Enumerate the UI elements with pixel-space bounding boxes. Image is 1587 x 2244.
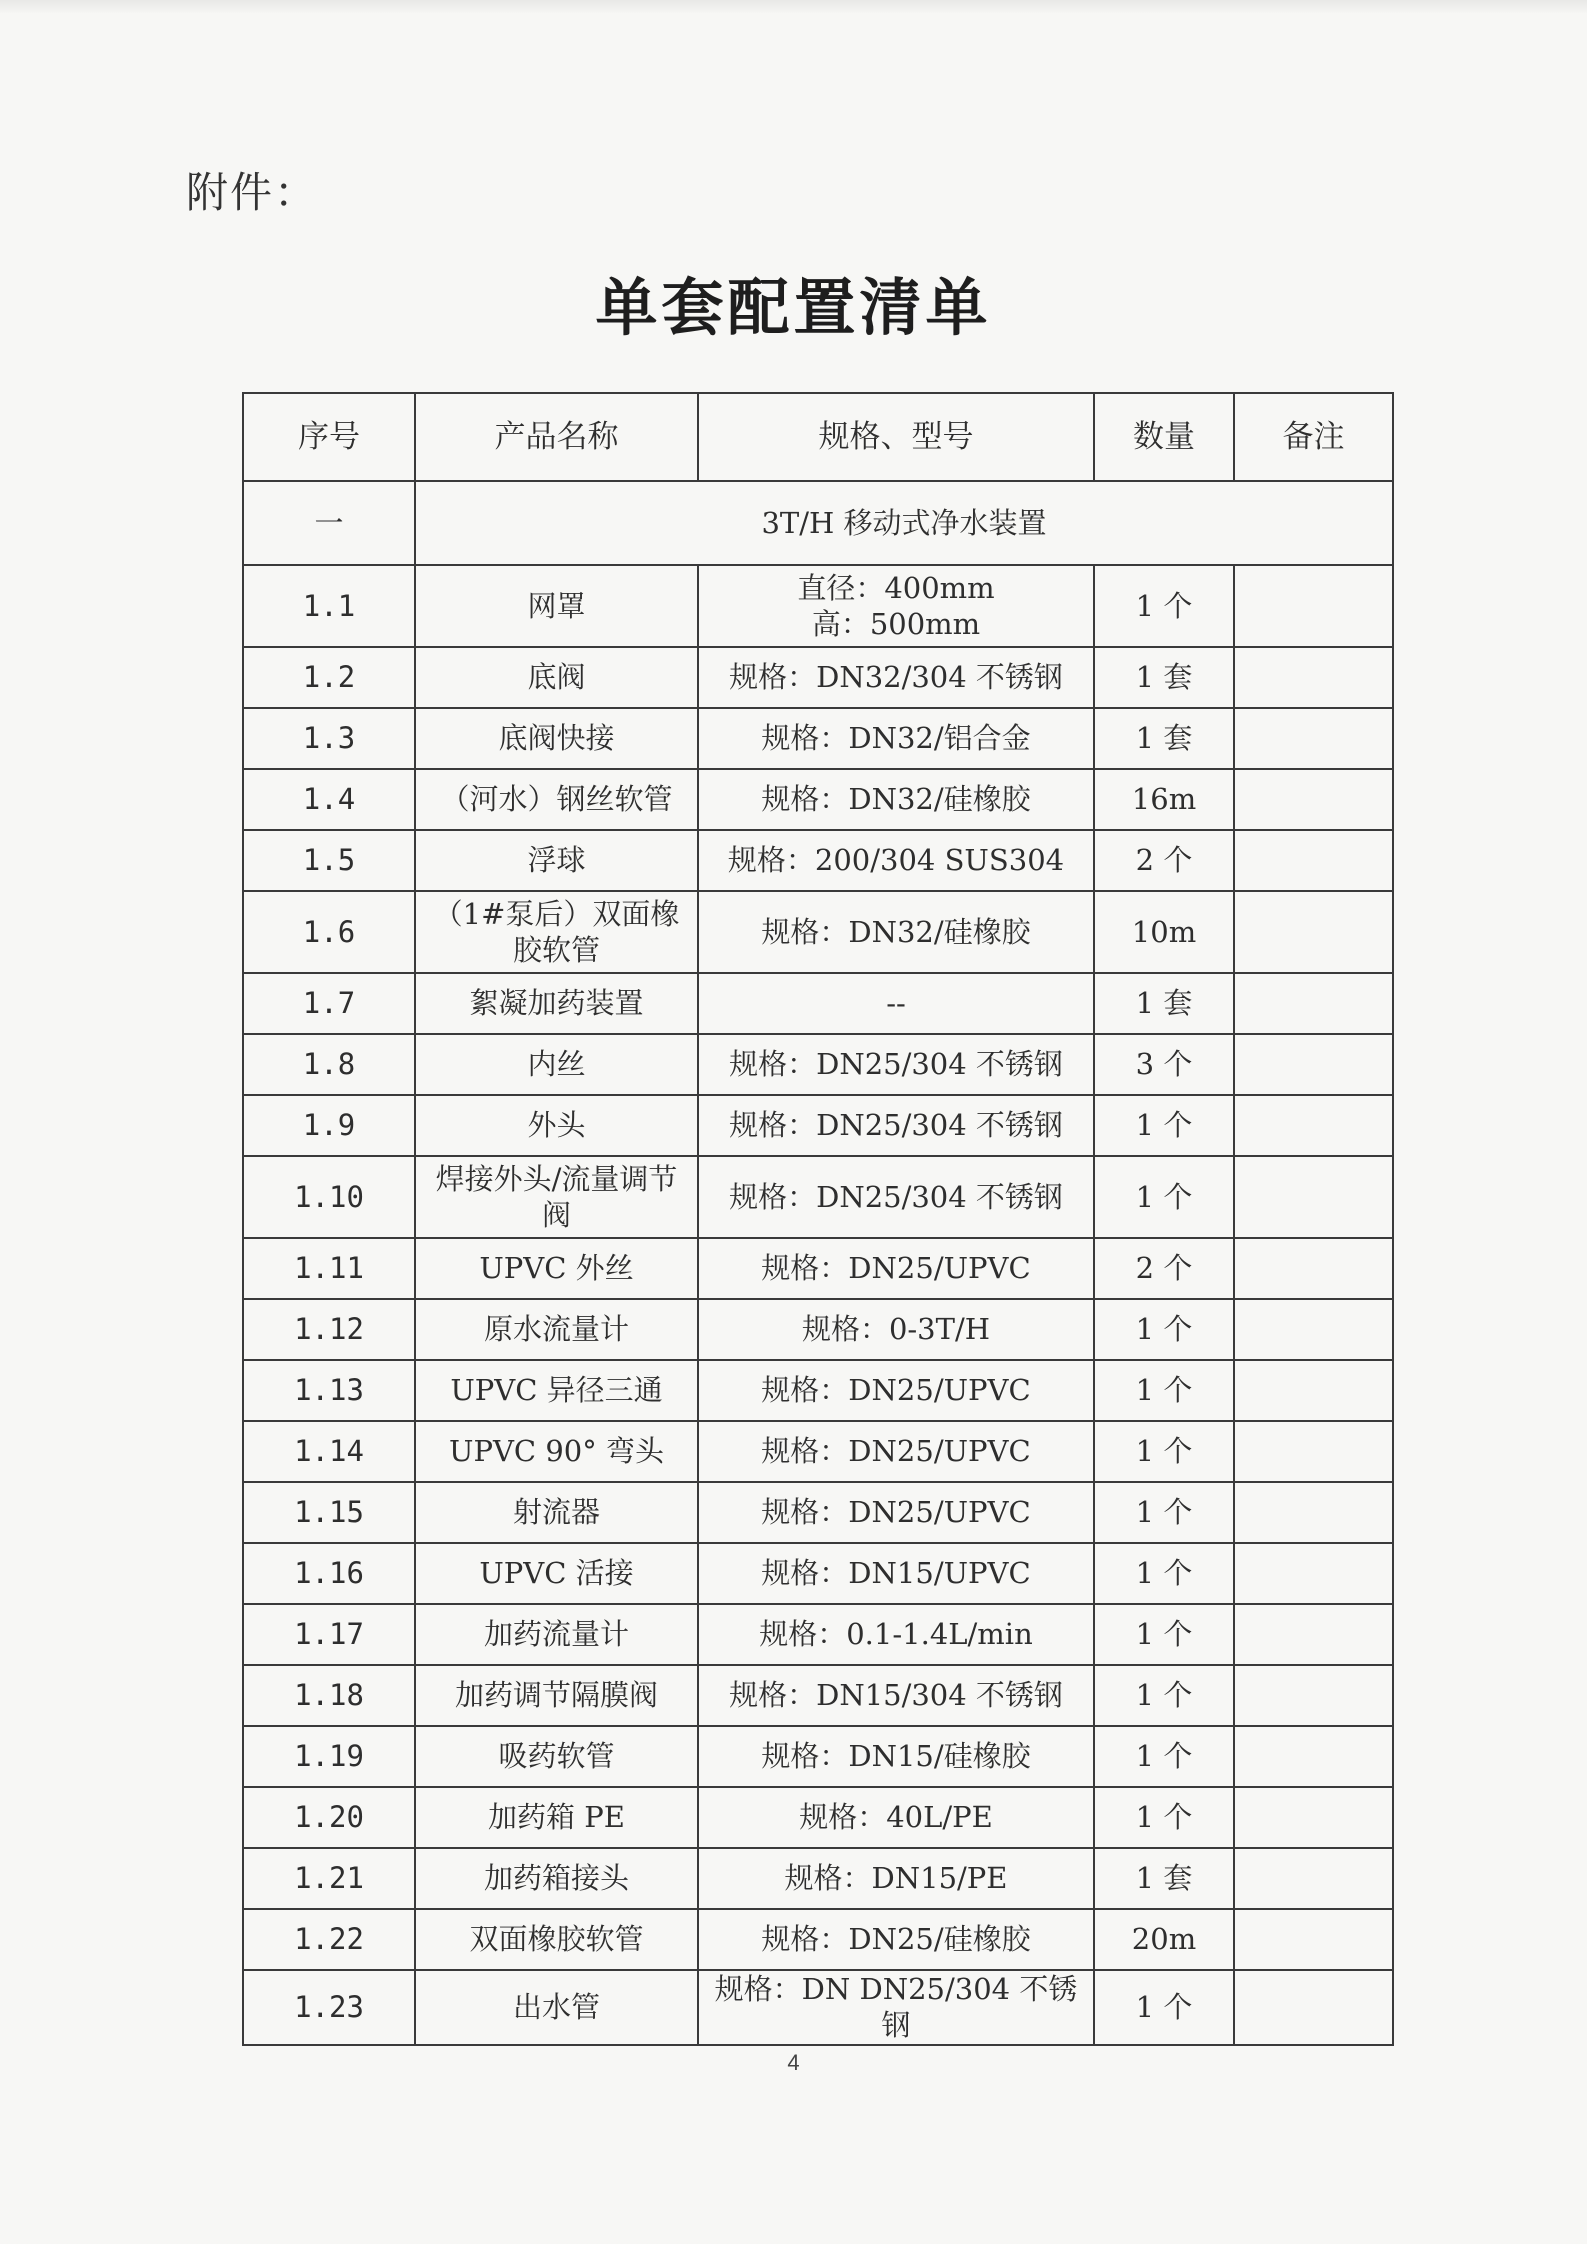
row-qty: 1 个 — [1094, 1665, 1234, 1726]
row-note — [1234, 891, 1393, 973]
table-row — [243, 1421, 1393, 1482]
row-index: 1.19 — [243, 1726, 415, 1787]
page-number: 4 — [787, 2050, 800, 2075]
row-name: 出水管 — [415, 1970, 698, 2045]
row-spec: 规格：DN15/硅橡胶 — [698, 1726, 1094, 1787]
table-row — [243, 891, 1393, 973]
row-name: 底阀 — [415, 647, 698, 708]
config-table — [242, 392, 1394, 2046]
row-note — [1234, 1095, 1393, 1156]
row-index: 1.20 — [243, 1787, 415, 1848]
row-spec: -- — [698, 973, 1094, 1034]
row-qty: 1 个 — [1094, 565, 1234, 647]
row-name: 双面橡胶软管 — [415, 1909, 698, 1970]
row-note — [1234, 1726, 1393, 1787]
row-qty: 1 个 — [1094, 1299, 1234, 1360]
row-spec: 规格：0.1-1.4L/min — [698, 1604, 1094, 1665]
row-name: 吸药软管 — [415, 1726, 698, 1787]
row-note — [1234, 830, 1393, 891]
row-note — [1234, 565, 1393, 647]
row-spec: 规格：200/304 SUS304 — [698, 830, 1094, 891]
row-spec: 规格：DN15/UPVC — [698, 1543, 1094, 1604]
row-note — [1234, 1970, 1393, 2045]
row-index: 1.18 — [243, 1665, 415, 1726]
row-spec: 规格：DN25/304 不锈钢 — [698, 1156, 1094, 1238]
row-qty: 1 个 — [1094, 1787, 1234, 1848]
row-note — [1234, 1482, 1393, 1543]
row-qty: 1 套 — [1094, 973, 1234, 1034]
row-qty: 1 套 — [1094, 647, 1234, 708]
row-name: UPVC 异径三通 — [415, 1360, 698, 1421]
row-qty: 3 个 — [1094, 1034, 1234, 1095]
row-index: 1.6 — [243, 891, 415, 973]
row-index: 1.14 — [243, 1421, 415, 1482]
row-spec: 规格：DN25/UPVC — [698, 1238, 1094, 1299]
row-note — [1234, 708, 1393, 769]
row-note — [1234, 1034, 1393, 1095]
row-index: 1.9 — [243, 1095, 415, 1156]
row-qty: 1 个 — [1094, 1604, 1234, 1665]
table-header-row — [243, 393, 1393, 481]
row-note — [1234, 1787, 1393, 1848]
row-spec: 规格：DN25/304 不锈钢 — [698, 1095, 1094, 1156]
attachment-label: 附件： — [186, 168, 319, 217]
row-spec: 规格：DN DN25/304 不锈钢 — [698, 1970, 1094, 2045]
table-row — [243, 1848, 1393, 1909]
row-note — [1234, 1604, 1393, 1665]
row-spec — [698, 565, 1094, 647]
row-index: 1.2 — [243, 647, 415, 708]
table-row — [243, 1482, 1393, 1543]
row-qty: 1 套 — [1094, 708, 1234, 769]
row-spec: 规格：DN32/304 不锈钢 — [698, 647, 1094, 708]
row-qty: 1 个 — [1094, 1482, 1234, 1543]
table-row — [243, 1156, 1393, 1238]
row-index: 1.13 — [243, 1360, 415, 1421]
row-qty: 1 套 — [1094, 1848, 1234, 1909]
row-note — [1234, 1543, 1393, 1604]
row-index: 1.22 — [243, 1909, 415, 1970]
row-index: 1.23 — [243, 1970, 415, 2045]
row-qty: 1 个 — [1094, 1360, 1234, 1421]
table-row — [243, 1238, 1393, 1299]
row-note — [1234, 973, 1393, 1034]
table-row — [243, 565, 1393, 647]
row-index: 1.8 — [243, 1034, 415, 1095]
row-index: 1.17 — [243, 1604, 415, 1665]
table-row — [243, 1604, 1393, 1665]
header-index: 序号 — [243, 393, 415, 481]
table-row — [243, 1543, 1393, 1604]
row-name: 加药箱 PE — [415, 1787, 698, 1848]
row-name: 加药箱接头 — [415, 1848, 698, 1909]
row-note — [1234, 769, 1393, 830]
header-name: 产品名称 — [415, 393, 698, 481]
row-index: 1.3 — [243, 708, 415, 769]
table-row — [243, 1034, 1393, 1095]
row-name: 射流器 — [415, 1482, 698, 1543]
table-row — [243, 830, 1393, 891]
row-qty: 1 个 — [1094, 1421, 1234, 1482]
row-name: 焊接外头/流量调节阀 — [415, 1156, 698, 1238]
row-spec-line: 直径：400mm — [797, 570, 995, 605]
row-name: 加药调节隔膜阀 — [415, 1665, 698, 1726]
header-note: 备注 — [1234, 393, 1393, 481]
table-row — [243, 1787, 1393, 1848]
row-qty: 20m — [1094, 1909, 1234, 1970]
row-qty: 16m — [1094, 769, 1234, 830]
row-note — [1234, 1848, 1393, 1909]
row-name: （河水）钢丝软管 — [415, 769, 698, 830]
row-spec: 规格：DN32/铝合金 — [698, 708, 1094, 769]
row-qty: 1 个 — [1094, 1156, 1234, 1238]
row-qty: 1 个 — [1094, 1970, 1234, 2045]
row-spec: 规格：DN25/304 不锈钢 — [698, 1034, 1094, 1095]
row-index: 1.1 — [243, 565, 415, 647]
table-row — [243, 1970, 1393, 2045]
row-note — [1234, 1238, 1393, 1299]
row-spec: 规格：DN25/UPVC — [698, 1360, 1094, 1421]
row-index: 1.21 — [243, 1848, 415, 1909]
table-row — [243, 1665, 1393, 1726]
row-index: 1.5 — [243, 830, 415, 891]
row-name: 外头 — [415, 1095, 698, 1156]
table-row — [243, 1909, 1393, 1970]
row-qty: 2 个 — [1094, 830, 1234, 891]
row-note — [1234, 1421, 1393, 1482]
row-index: 1.7 — [243, 973, 415, 1034]
row-name: 浮球 — [415, 830, 698, 891]
row-spec-line: 高：500mm — [811, 607, 981, 641]
row-spec: 规格：DN32/硅橡胶 — [698, 891, 1094, 973]
row-spec: 规格：40L/PE — [698, 1787, 1094, 1848]
table-row — [243, 708, 1393, 769]
header-spec: 规格、型号 — [698, 393, 1094, 481]
row-note — [1234, 1909, 1393, 1970]
row-name: 加药流量计 — [415, 1604, 698, 1665]
row-name: UPVC 外丝 — [415, 1238, 698, 1299]
row-qty: 2 个 — [1094, 1238, 1234, 1299]
section-index: 一 — [243, 481, 415, 565]
row-qty: 1 个 — [1094, 1095, 1234, 1156]
row-note — [1234, 1360, 1393, 1421]
row-index: 1.15 — [243, 1482, 415, 1543]
row-spec: 规格：DN15/304 不锈钢 — [698, 1665, 1094, 1726]
row-index: 1.11 — [243, 1238, 415, 1299]
row-qty: 1 个 — [1094, 1726, 1234, 1787]
page-title: 单套配置清单 — [595, 271, 992, 344]
section-row — [243, 481, 1393, 565]
header-qty: 数量 — [1094, 393, 1234, 481]
table-row — [243, 1299, 1393, 1360]
row-note — [1234, 1156, 1393, 1238]
row-note — [1234, 647, 1393, 708]
row-note — [1234, 1665, 1393, 1726]
row-name: 底阀快接 — [415, 708, 698, 769]
row-note — [1234, 1299, 1393, 1360]
row-qty: 10m — [1094, 891, 1234, 973]
row-spec: 规格：DN15/PE — [698, 1848, 1094, 1909]
row-name: 网罩 — [415, 565, 698, 647]
row-index: 1.12 — [243, 1299, 415, 1360]
row-name: UPVC 活接 — [415, 1543, 698, 1604]
scan-edge — [0, 0, 1587, 14]
table-row — [243, 1095, 1393, 1156]
row-index: 1.10 — [243, 1156, 415, 1238]
row-index: 1.4 — [243, 769, 415, 830]
row-name: 絮凝加药装置 — [415, 973, 698, 1034]
row-name: （1#泵后）双面橡胶软管 — [415, 891, 698, 973]
table-row — [243, 973, 1393, 1034]
section-title: 3T/H 移动式净水装置 — [415, 481, 1393, 565]
row-spec: 规格：0-3T/H — [698, 1299, 1094, 1360]
table-row — [243, 1360, 1393, 1421]
row-spec: 规格：DN25/UPVC — [698, 1421, 1094, 1482]
row-spec: 规格：DN25/硅橡胶 — [698, 1909, 1094, 1970]
table-row — [243, 769, 1393, 830]
row-index: 1.16 — [243, 1543, 415, 1604]
row-qty: 1 个 — [1094, 1543, 1234, 1604]
row-name: UPVC 90° 弯头 — [415, 1421, 698, 1482]
table-body — [243, 481, 1393, 2045]
table-row — [243, 647, 1393, 708]
row-name: 原水流量计 — [415, 1299, 698, 1360]
row-spec: 规格：DN32/硅橡胶 — [698, 769, 1094, 830]
row-spec: 规格：DN25/UPVC — [698, 1482, 1094, 1543]
row-name: 内丝 — [415, 1034, 698, 1095]
table-row — [243, 1726, 1393, 1787]
